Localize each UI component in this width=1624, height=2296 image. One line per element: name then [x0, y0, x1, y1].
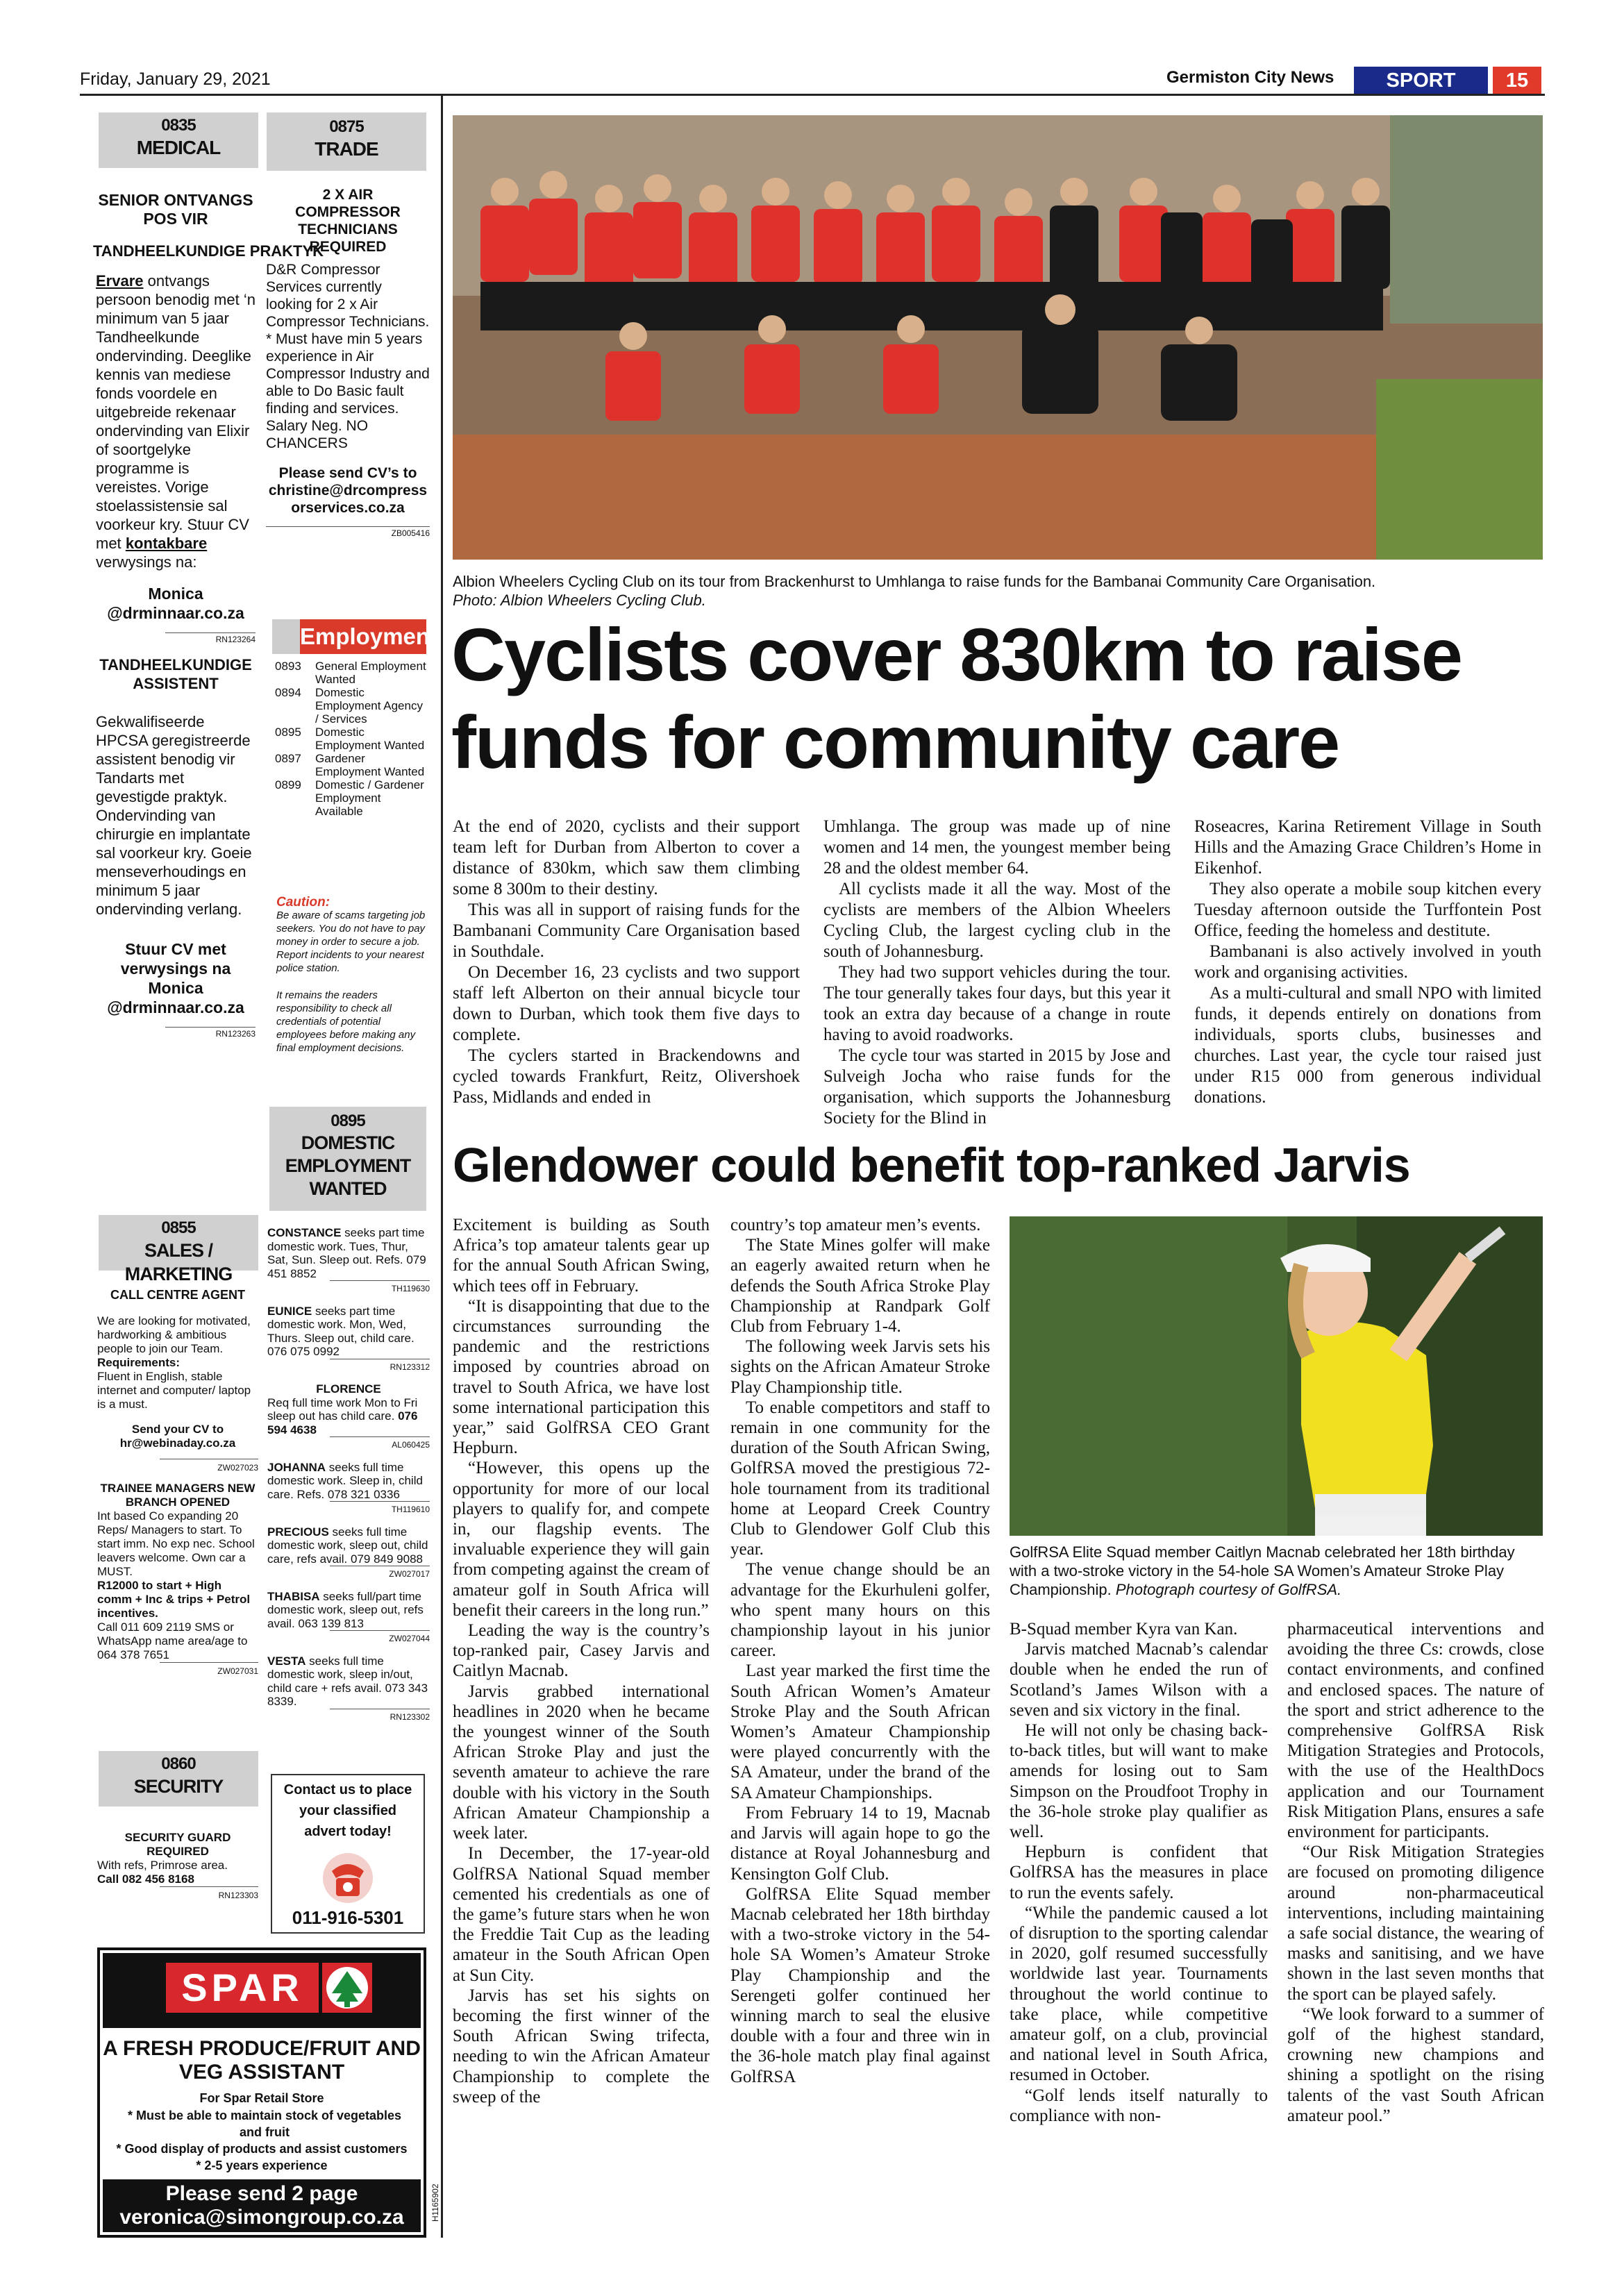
requirements-body: Fluent in English, stable internet and computer/ laptop is a must. — [97, 1370, 251, 1411]
paper-name: Germiston City News — [1166, 68, 1334, 87]
paragraph: Leading the way is the country’s top-ranked pair, Casey Jarvis and Caitlyn Macnab. — [453, 1621, 710, 1681]
employment-number: 0895 — [275, 726, 301, 739]
paragraph: As a multi-cultural and small NPO with limited funds, it depends entirely on donations from individuals, sports clubs, businesses and churches. Last year, the cycle tour raised just under R15 000 from generous individual donations. — [1194, 984, 1541, 1107]
security-title: SECURITY — [133, 1776, 224, 1797]
ad-body: Req full time work Mon to Fri sleep out has child care. — [267, 1396, 418, 1423]
paragraph: The following week Jarvis sets his sights on the African Amateur Stroke Play Championship title. — [730, 1337, 990, 1397]
domestic-box — [269, 1107, 426, 1211]
ref-code: RN123302 — [330, 1709, 430, 1725]
paragraph: This was all in support of raising funds for the Bambanani Community Care Organisation based in Southdale. — [453, 900, 800, 961]
paragraph: At the end of 2020, cyclists and their support team left for Durban from Alberton to cover a distance of 830km, which saw them climbing some 8 300m to their destiny. — [453, 817, 800, 898]
ad-body: seeks full/part time domestic work, sleep out, refs avail. 063 139 813 — [267, 1589, 424, 1630]
cyclists-caption — [453, 572, 1543, 610]
sales-title: SALES / MARKETING — [124, 1240, 233, 1284]
security-code: 0860 — [161, 1754, 196, 1773]
ad-body: seeks part time domestic work. Tues, Thur, Sat, Sun. Sleep out. Refs. 079 451 8852 — [267, 1226, 426, 1280]
section-label: SPORT — [1354, 67, 1488, 94]
spar-logo: SPAR — [166, 1963, 319, 2013]
compressor-ad — [266, 186, 430, 538]
spar-tree-icon — [322, 1963, 372, 2013]
ref-code: ZW027023 — [160, 1459, 258, 1475]
paragraph: “Golf lends itself naturally to compliance with non- — [1010, 2086, 1268, 2125]
paragraph: pharmaceutical interventions and avoiding the three Cs: crowds, close contact environments, and confined and enclosed spaces. The nature of the sport and strict adherence to the comprehensive GolfRSA Risk Mitigation Strategies and Protocols, with the use of the HealthDocs application and our Tournament Risk Mitigation Plans, ensures a safe environment for participants. — [1287, 1620, 1544, 1842]
ref-code: TH119630 — [330, 1280, 430, 1296]
stuur-contact: Stuur CV met verwysings na Monica @drminnaar.co.za — [107, 940, 244, 1016]
sales-box — [99, 1215, 258, 1284]
issue-date: Friday, January 29, 2021 — [80, 69, 271, 89]
paragraph: Hepburn is confident that GolfRSA has the measures in place to run the events safely. — [1010, 1843, 1268, 1902]
caution-body: Be aware of scams targeting job seekers. You do not have to pay money in order to secure a job. Report incidents to your nearest police station. — [276, 910, 426, 974]
medical-code: 0835 — [161, 116, 196, 135]
ervare-word: Ervare — [96, 272, 144, 290]
employment-number: 0899 — [275, 778, 301, 791]
paragraph: They also operate a mobile soup kitchen every Tuesday afternoon outside the Turffontein Post Office, feeding the homeless and destitute. — [1194, 880, 1541, 940]
compressor-body: D&R Compressor Services currently looking for 2 x Air Compressor Technicians. * Must have min 5 years experience in Air Compressor Industry and able to Do Basic fault finding and services. Salary Neg. NO CHANCERS — [266, 262, 430, 451]
guard-title: SECURITY GUARD REQUIRED — [124, 1831, 231, 1858]
caption-text: GolfRSA Elite Squad member Caitlyn Macnab celebrated her 18th birthday with a two-stroke victory in the 54-hole SA Women’s Amateur Stroke Play Championship. — [1010, 1543, 1515, 1598]
employment-row — [275, 752, 428, 778]
paragraph: Roseacres, Karina Retirement Village in South Hills and the Amazing Grace Children’s Home in Eikenhof. — [1194, 817, 1541, 878]
caption-text: Albion Wheelers Cycling Club on its tour from Brackenhurst to Umhlanga to raise funds for the Bambanai Community Care Organisation. — [453, 573, 1376, 590]
ad-body: seeks full time domestic work, sleep out, child care, refs avail. 079 849 9088 — [267, 1525, 428, 1566]
ad-body: seeks full time domestic work, sleep in/out, child care + refs avail. 073 343 8339. — [267, 1654, 428, 1708]
spar-title: A FRESH PRODUCE/FRUIT AND VEG ASSISTANT — [103, 2037, 421, 2084]
kontakbare-word: kontakbare — [125, 535, 208, 552]
cyclists-column-1 — [453, 816, 800, 1108]
paragraph: GolfRSA Elite Squad member Macnab celebrated her 18th birthday with a two-stroke victory in the 54-hole SA Women’s Amateur Stroke Play Championship and the Serengeti golfer continued her winning march to seal the elusive double with a four and three win in the 36-hole match play final against GolfRSA — [730, 1884, 990, 2086]
paragraph: Jarvis has set his sights on becoming the first winner of the South African Swing trifecta, needing to win the African Amateur Championship to complete the sweep of the — [453, 1986, 710, 2106]
employment-row — [275, 686, 428, 726]
caution-title: Caution: — [276, 895, 330, 910]
employment-row — [275, 660, 428, 686]
paragraph: The cyclers started in Brackendowns and cycled towards Frankfurt, Reitz, Olivershoek Pass, Midlands and ended in — [453, 1046, 800, 1107]
praktyk-title: TANDHEELKUNDIGE PRAKTYK — [93, 242, 324, 260]
phone-icon — [318, 1850, 378, 1906]
golf-headline: Glendower could benefit top-ranked Jarvis — [453, 1138, 1410, 1192]
headline-line: funds for community care — [451, 700, 1339, 784]
employment-number: 0894 — [275, 686, 301, 699]
paragraph: Umhlanga. The group was made up of nine women and 14 men, the youngest member being 28 and the oldest member 64. — [823, 817, 1171, 878]
golf-column-2 — [730, 1215, 990, 2087]
security-box — [99, 1751, 258, 1807]
assistent-title: TANDHEELKUNDIGE ASSISTENT — [99, 656, 252, 692]
paragraph: B-Squad member Kyra van Kan. — [1010, 1620, 1238, 1639]
ref-code: RN123312 — [330, 1359, 430, 1375]
employment-number: 0897 — [275, 752, 301, 765]
cyclists-headline — [451, 611, 1548, 786]
contact-box — [271, 1774, 425, 1934]
contact-text: Contact us to place your classified advert today! — [283, 1782, 412, 1839]
domestic-ad — [267, 1590, 430, 1631]
paragraph: Excitement is building as South Africa’s top amateur talents gear up for the annual South African Swing, which tees off in February. — [453, 1216, 710, 1296]
domestic-ad — [267, 1525, 430, 1566]
headline-line: Cyclists cover 830km to raise — [451, 612, 1462, 696]
sales-ad — [97, 1288, 258, 1678]
paragraph: Jarvis grabbed international headlines in 2020 when he became the youngest winner of the South African Stroke Play and just the seventh amateur to achieve the rare double with his victory in the South African Amateur Championship a week later. — [453, 1682, 710, 1843]
employment-list — [275, 660, 428, 818]
ad-body: seeks part time domestic work. Mon, Wed, Thurs. Sleep out, child care. 076 075 0992 — [267, 1304, 415, 1358]
senior-title: SENIOR ONTVANGS POS VIR — [98, 191, 253, 228]
paragraph: The venue change should be an advantage for the Ekurhuleni golfer, who spent many hours on this championship layout in his junior career. — [730, 1560, 990, 1661]
paragraph: On December 16, 23 cyclists and two support staff left Alberton on their annual bicycle tour down to Durban, which took them five days to complete. — [453, 963, 800, 1044]
employment-row — [275, 778, 428, 818]
domestic-ad — [267, 1382, 430, 1436]
paragraph: To enable competitors and staff to remain in one community for the duration of the South African Swing, GolfRSA moved the prestigious 72-hole tournament from its traditional home at Leopard Creek Country Club to Glendower Golf Club this year. — [730, 1398, 990, 1559]
medical-title: MEDICAL — [136, 137, 221, 158]
ref-code: ZW027031 — [160, 1662, 258, 1678]
domestic-ad — [267, 1461, 430, 1502]
domestic-title: DOMESTIC EMPLOYMENT WANTED — [285, 1132, 411, 1199]
ref-code: RN123264 — [165, 632, 256, 644]
verwysings-text: verwysings na: — [96, 553, 197, 571]
paragraph: Last year marked the first time the South African Women’s Amateur Stroke Play and the South African Women’s Amateur Championship were played concurrently with the SA Amateur, under the brand of the SA Amateur Championships. — [730, 1661, 990, 1802]
ad-phone: 076 594 4638 — [267, 1409, 418, 1436]
spar-bullet: * Good display of products and assist customers — [116, 2142, 408, 2156]
trainee-body: Int based Co expanding 20 Reps/ Managers to start. To start imm. No exp nec. School leavers welcome. Own car a MUST. — [97, 1509, 255, 1578]
cyclists-photo — [453, 115, 1543, 560]
paragraph: Bambanani is also actively involved in youth work and organising activities. — [1194, 942, 1541, 982]
compressor-title: 2 X AIR COMPRESSOR TECHNICIANS REQUIRED — [295, 187, 401, 255]
ad-name: JOHANNA — [267, 1460, 326, 1474]
employment-label: Domestic Employment Wanted — [315, 726, 425, 752]
monica-contact: Monica @drminnaar.co.za — [107, 585, 244, 622]
requirements-label: Requirements: — [97, 1356, 181, 1369]
ref-code: ZW027017 — [330, 1566, 430, 1582]
security-ad — [97, 1831, 258, 1902]
ad-name: EUNICE — [267, 1304, 312, 1318]
spar-bullet: * Must be able to maintain stock of vegetables and fruit — [127, 2109, 402, 2139]
employment-label: Gardener Employment Wanted — [315, 752, 425, 778]
guard-call: Call 082 456 8168 — [97, 1872, 194, 1886]
cyclists-column-3 — [1194, 816, 1541, 1108]
paragraph: “Our Risk Mitigation Strategies are focused on promoting diligence around non-pharmaceutical interventions, including maintaining a safe social distance, the wearing of masks and sanitising, and we have shown in the last seven months that the sport can be played safely. — [1287, 1843, 1544, 2004]
paragraph: “However, this opens up the opportunity for more of our local players to qualify for, and compete in, our flagship events. The invaluable experience they will gain from competing against the cream of amateur golf in South Africa will benefit their careers in the long run.” — [453, 1459, 710, 1620]
golf-photo — [1010, 1216, 1543, 1536]
spar-bullet: * 2-5 years experience — [196, 2159, 328, 2172]
senior-body — [96, 271, 256, 571]
spar-ref: H1165902 — [430, 2184, 440, 2222]
domestic-ads — [267, 1226, 430, 1724]
employment-row — [275, 726, 428, 752]
paragraph: From February 14 to 19, Macnab and Jarvis will again hope to go the distance at Royal Johannesburg and Kensington Golf Club. — [730, 1803, 990, 1884]
trade-box — [267, 112, 426, 171]
ad-name: THABISA — [267, 1589, 320, 1603]
paragraph: In December, the 17-year-old GolfRSA National Squad member cemented his credentials as one of the game’s future stars when he won the Freddie Tait Cup as the leading amateur in the South African Open at Sun City. — [453, 1844, 710, 1985]
spar-send: Please send 2 page — [165, 2182, 358, 2205]
ad-name: FLORENCE — [316, 1382, 381, 1396]
golf-column-3 — [1010, 1619, 1268, 2126]
ref-code: ZW027044 — [330, 1630, 430, 1646]
trade-title: TRADE — [315, 138, 378, 160]
employment-number: 0893 — [275, 660, 301, 673]
domestic-ad — [267, 1305, 430, 1359]
senior-body-text: ontvangs persoon benodig met ‘n minimum van 5 jaar Tandheelkunde ondervinding. Deeglike kennis van mediese fonds voordele en uitgebreide rekenaar ondervinding van Elixir of soortgelyke programme is vereistes. Vorige stoelassistensie sal voorkeur kry. Stuur CV met — [96, 272, 256, 552]
ad-body: seeks full time domestic work. Sleep in, child care. Refs. 078 321 0336 — [267, 1460, 423, 1501]
trainee-call: Call 011 609 2119 SMS or WhatsApp name area/age to 064 378 7651 — [97, 1620, 248, 1661]
employment-label: Domestic / Gardener Employment Available — [315, 778, 424, 818]
ref-code: AL060425 — [330, 1436, 430, 1452]
cyclists-column-2 — [823, 816, 1171, 1129]
callcentre-body: We are looking for motivated, hardworking & ambitious people to join our Team. — [97, 1314, 251, 1355]
contact-phone: 011-916-5301 — [292, 1907, 404, 1928]
paragraph: “We look forward to a summer of golf of the highest standard, crowning new champions and shining a spotlight on the rising talents of the vast South African amateur pool.” — [1287, 2004, 1544, 2125]
medical-box — [99, 112, 258, 168]
ad-name: VESTA — [267, 1654, 306, 1668]
golf-column-1 — [453, 1215, 710, 2107]
guard-body: With refs, Primrose area. — [97, 1859, 228, 1872]
page-number: 15 — [1493, 67, 1541, 94]
domestic-ad — [267, 1226, 430, 1280]
trainee-title: TRAINEE MANAGERS NEW BRANCH OPENED — [100, 1482, 256, 1509]
assistent-body: Gekwalifiseerde HPCSA geregistreerde assistent benodig vir Tandarts met gevestigde praktyk. Ondervinding van chirurgie en implantate sal voorkeur kry. Goeie menseverhoudings en minimum 5 jaar ondervinding verlang. — [96, 713, 252, 918]
ref-code: RN123303 — [160, 1886, 258, 1902]
paragraph: The cycle tour was started in 2015 by Jose and Sulveigh Jocha who raise funds for the organisation, which supports the Johannesburg Society for the Blind in — [823, 1046, 1171, 1128]
golf-column-4 — [1287, 1619, 1544, 2126]
caution-body-2: It remains the readers responsibility to check all credentials of potential employees before making any final employment decisions. — [276, 989, 416, 1054]
trade-code: 0875 — [329, 117, 364, 136]
column-divider — [441, 96, 443, 2238]
header-rule — [80, 94, 1545, 96]
paragraph: “While the pandemic caused a lot of disruption to the sporting calendar in 2020, golf resumed successfully worldwide last year. Tournaments throughout the world continue to take place, while competitive amateur golf, on a club, provincial and national level in South Africa, resumed in October. — [1010, 1903, 1268, 2085]
paragraph: country’s top amateur men’s events. — [730, 1216, 981, 1234]
spar-sub: For Spar Retail Store — [199, 2091, 324, 2105]
sales-code: 0855 — [161, 1218, 196, 1237]
ref-code: TH119610 — [330, 1501, 430, 1517]
send-cv: Send your CV to hr@webinaday.co.za — [119, 1423, 236, 1450]
paragraph: He will not only be chasing back-to-back titles, but will want to make amends for losing out to Sam Simpson on the Proudfoot Trophy in the 36-hole stroke play qualifier as well. — [1010, 1721, 1268, 1842]
ad-name: CONSTANCE — [267, 1226, 342, 1239]
callcentre-title: CALL CENTRE AGENT — [110, 1288, 245, 1302]
photo-credit: Photo: Albion Wheelers Cycling Club. — [453, 592, 706, 609]
paragraph: All cyclists made it all the way. Most of the cyclists are members of the Albion Wheelers Cycling Club, the largest cycling club in the south of Johannesburg. — [823, 880, 1171, 961]
spar-email: veronica@simongroup.co.za — [119, 2206, 404, 2229]
spar-ad — [97, 1947, 426, 2238]
ref-code: RN123263 — [165, 1027, 256, 1039]
domestic-ad — [267, 1654, 430, 1709]
domestic-code: 0895 — [330, 1112, 365, 1130]
paragraph: Jarvis matched Macnab’s calendar double when he ended the run of Scotland’s James Wilson with a seven and six victory in the final. — [1010, 1640, 1268, 1720]
employment-label: General Employment Wanted — [315, 660, 426, 686]
employment-label: Domestic Employment Agency / Services — [315, 686, 423, 726]
employment-header: Employment — [300, 619, 426, 654]
paragraph: They had two support vehicles during the tour. The tour generally takes four days, but this year it took an extra day because of a change in route having to avoid roadworks. — [823, 963, 1171, 1044]
compressor-send: Please send CV’s to christine@drcompress orservices.co.za — [268, 465, 428, 516]
caution-notice — [276, 896, 426, 1055]
paragraph: “It is disappointing that due to the circumstances surrounding the pandemic and the restrictions imposed by countries abroad on travel to South Africa, we have lost some international participation this year,” said GolfRSA CEO Grant Hepburn. — [453, 1296, 710, 1458]
ref-code: ZB005416 — [266, 526, 430, 538]
trainee-bold: R12000 to start + High comm + Inc & trips + Petrol incentives. — [97, 1579, 251, 1620]
photo-credit: Photograph courtesy of GolfRSA. — [1115, 1581, 1342, 1598]
golf-caption — [1010, 1543, 1543, 1599]
paragraph: The State Mines golfer will make an eagerly awaited return when he defends the South Africa Stroke Play Championship at Randpark Golf Club from February 1-4. — [730, 1236, 990, 1336]
ad-name: PRECIOUS — [267, 1525, 329, 1539]
